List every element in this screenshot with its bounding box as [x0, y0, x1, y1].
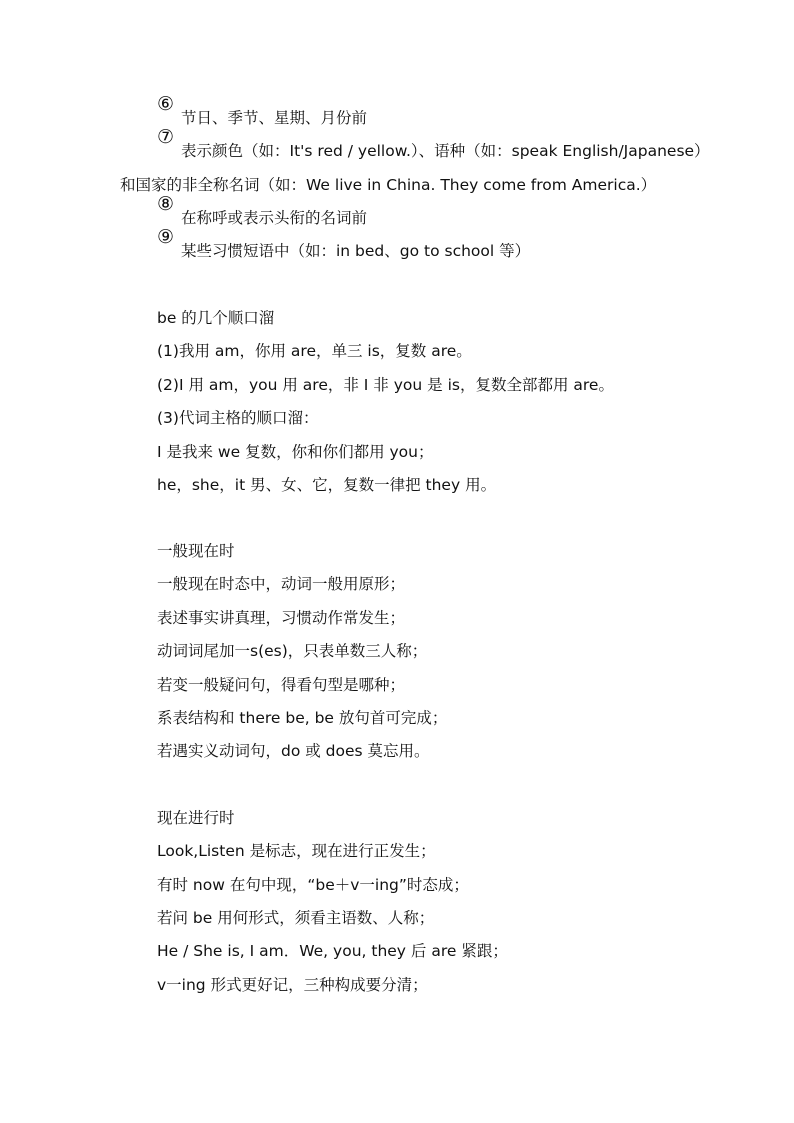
present-continuous-line-1: Look,Listen 是标志，现在进行正发生； [157, 842, 436, 860]
list-item-text: 表示颜色（如：It's red / yellow.）、语种（如：speak English/Japanese） [181, 142, 710, 160]
be-line-4: I 是我来 we 复数，你和你们都用 you； [157, 443, 434, 461]
circled-number: ⑥ [157, 93, 175, 115]
simple-present-line-4: 若变一般疑问句，得看句型是哪种； [157, 676, 406, 694]
simple-present-line-3: 动词词尾加一s(es)，只表单数三人称； [157, 642, 428, 660]
circled-number: ⑦ [157, 126, 175, 148]
list-item-text: 在称呼或表示头衔的名词前 [181, 209, 368, 227]
circled-number: ⑧ [157, 193, 175, 215]
present-continuous-line-2: 有时 now 在句中现，“be＋v一ing”时态成； [157, 876, 469, 894]
list-item-text: 节日、季节、星期、月份前 [181, 109, 368, 127]
simple-present-line-2: 表述事实讲真理，习惯动作常发生； [157, 609, 406, 627]
section-title-simple-present: 一般现在时 [157, 542, 235, 560]
section-title-present-continuous: 现在进行时 [157, 809, 235, 827]
simple-present-line-1: 一般现在时态中，动词一般用原形； [157, 575, 406, 593]
circled-number: ⑨ [157, 226, 175, 248]
simple-present-line-6: 若遇实义动词句，do 或 does 莫忘用。 [157, 742, 430, 760]
present-continuous-line-4: He / She is, I am．We, you, they 后 are 紧跟； [157, 942, 508, 960]
present-continuous-line-5: v一ing 形式更好记，三种构成要分清； [157, 976, 428, 994]
be-line-1: (1)我用 am，你用 are，单三 is，复数 are。 [157, 342, 472, 360]
simple-present-line-5: 系表结构和 there be, be 放句首可完成； [157, 709, 448, 727]
list-item-text: 某些习惯短语中（如：in bed、go to school 等） [181, 242, 531, 260]
be-line-5: he，she，it 男、女、它，复数一律把 they 用。 [157, 476, 497, 494]
be-line-3: (3)代词主格的顺口溜： [157, 409, 319, 427]
list-item-7-continuation: 和国家的非全称名词（如：We live in China. They come from America.） [120, 176, 657, 194]
section-title-be: be 的几个顺口溜 [157, 309, 275, 327]
present-continuous-line-3: 若问 be 用何形式，须看主语数、人称； [157, 909, 435, 927]
be-line-2: (2)I 用 am，you 用 are，非 I 非 you 是 is，复数全部都用 are。 [157, 376, 614, 394]
